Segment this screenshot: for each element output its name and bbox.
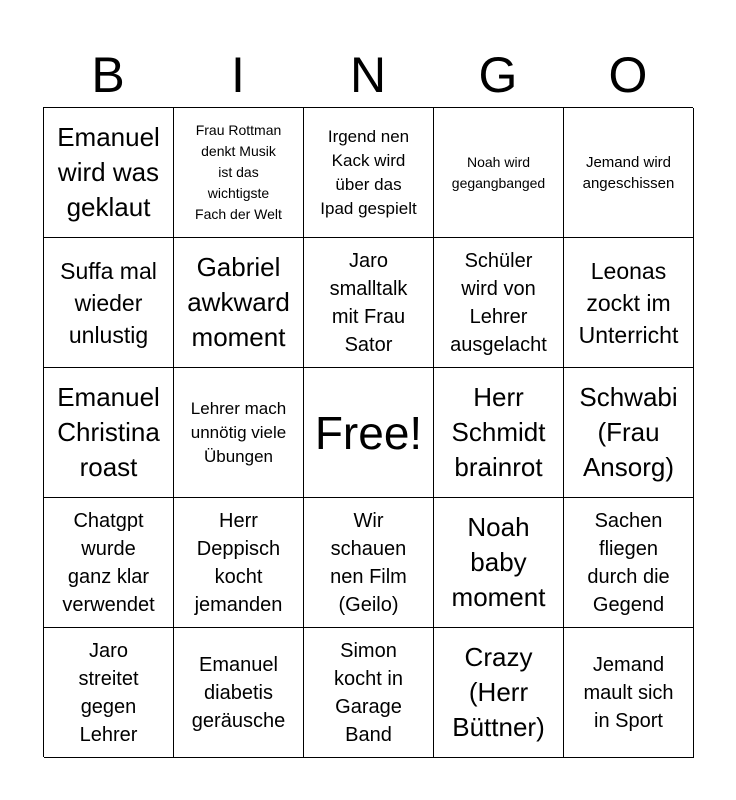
bingo-grid bbox=[43, 107, 693, 757]
bingo-cell[interactable] bbox=[304, 498, 434, 628]
bingo-cell[interactable] bbox=[174, 628, 304, 758]
cell-text: Emanuel Christina roast bbox=[57, 382, 160, 482]
cell-text: Schüler wird von Lehrer ausgelacht bbox=[450, 249, 547, 356]
cell-text: Jaro smalltalk mit Frau Sator bbox=[329, 249, 408, 356]
bingo-cell[interactable] bbox=[564, 108, 694, 238]
cell-text: Simon kocht in Garage Band bbox=[334, 639, 403, 746]
title-letter-b: B bbox=[91, 47, 125, 103]
cell-text: Herr Schmidt brainrot bbox=[451, 382, 546, 482]
bingo-title bbox=[43, 44, 693, 106]
bingo-cell[interactable] bbox=[174, 238, 304, 368]
cell-text: Noah baby moment bbox=[451, 512, 546, 612]
bingo-cell[interactable] bbox=[304, 238, 434, 368]
free-cell[interactable] bbox=[304, 368, 434, 498]
cell-text: Chatgpt wurde ganz klar verwendet bbox=[62, 509, 155, 616]
bingo-cell[interactable] bbox=[44, 368, 174, 498]
cell-text: Sachen fliegen durch die Gegend bbox=[587, 509, 670, 616]
cell-text: Crazy (Herr Büttner) bbox=[452, 642, 545, 742]
cell-text: Herr Deppisch kocht jemanden bbox=[194, 509, 283, 616]
cell-text: Free! bbox=[314, 406, 423, 459]
bingo-cell[interactable] bbox=[44, 498, 174, 628]
cell-text: Schwabi (Frau Ansorg) bbox=[579, 382, 678, 482]
bingo-cell[interactable] bbox=[174, 108, 304, 238]
bingo-cell[interactable] bbox=[434, 628, 564, 758]
cell-text: Irgend nen Kack wird über das Ipad gespielt bbox=[320, 126, 417, 218]
cell-text: Suffa mal wieder unlustig bbox=[60, 257, 157, 348]
bingo-cell[interactable] bbox=[564, 368, 694, 498]
cell-text: Frau Rottman denkt Musik ist das wichtigste Fach der Welt bbox=[195, 122, 282, 222]
bingo-cell[interactable] bbox=[174, 498, 304, 628]
bingo-cell[interactable] bbox=[174, 368, 304, 498]
bingo-cell[interactable] bbox=[44, 108, 174, 238]
bingo-cell[interactable] bbox=[44, 238, 174, 368]
title-letter-g: G bbox=[478, 47, 518, 103]
bingo-cell[interactable] bbox=[434, 108, 564, 238]
cell-text: Jaro streitet gegen Lehrer bbox=[78, 639, 139, 746]
cell-text: Noah wird gegangbanged bbox=[451, 153, 546, 191]
bingo-cell[interactable] bbox=[564, 498, 694, 628]
cell-text: Emanuel wird was geklaut bbox=[57, 122, 160, 222]
bingo-cell[interactable] bbox=[304, 108, 434, 238]
cell-text: Gabriel awkward moment bbox=[187, 252, 290, 352]
bingo-cell[interactable] bbox=[434, 498, 564, 628]
bingo-cell[interactable] bbox=[44, 628, 174, 758]
bingo-cell[interactable] bbox=[304, 628, 434, 758]
cell-text: Jemand mault sich in Sport bbox=[583, 653, 674, 732]
cell-text: Jemand wird angeschissen bbox=[582, 153, 675, 192]
bingo-cell[interactable] bbox=[434, 368, 564, 498]
bingo-cell[interactable] bbox=[564, 238, 694, 368]
cell-text: Leonas zockt im Unterricht bbox=[578, 257, 679, 348]
cell-text: Emanuel diabetis geräusche bbox=[191, 653, 286, 732]
cell-text: Lehrer mach unnötig viele Übungen bbox=[190, 398, 287, 466]
bingo-cell[interactable] bbox=[434, 238, 564, 368]
title-letter-i: I bbox=[231, 47, 245, 103]
cell-text: Wir schauen nen Film (Geilo) bbox=[330, 509, 407, 616]
title-letter-n: N bbox=[349, 47, 387, 103]
title-letter-o: O bbox=[608, 47, 648, 103]
bingo-cell[interactable] bbox=[564, 628, 694, 758]
